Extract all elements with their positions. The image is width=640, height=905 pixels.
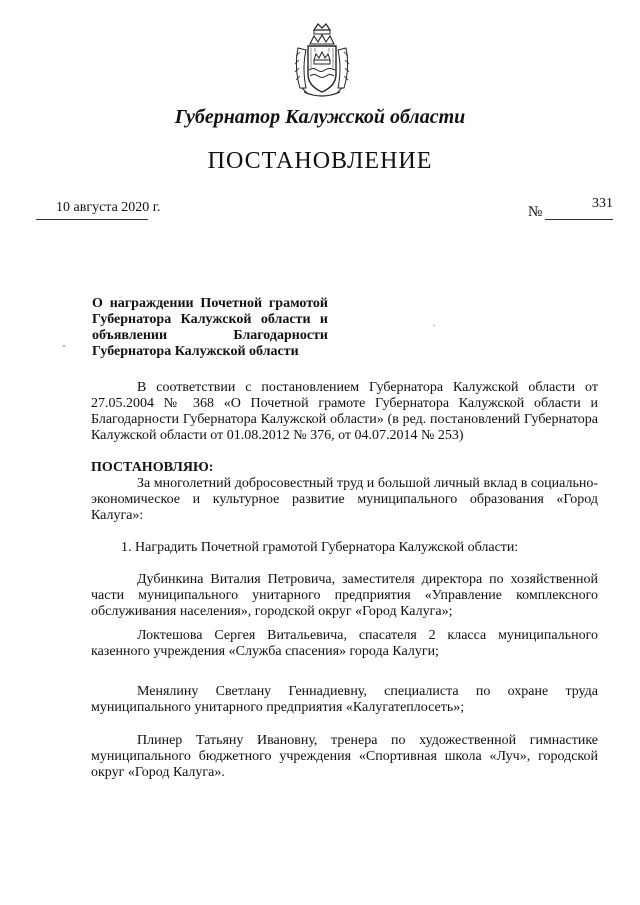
- document-number: 331: [592, 196, 613, 211]
- number-underline: [545, 219, 613, 220]
- org-title: Губернатор Калужской области: [174, 106, 466, 128]
- document-subject: О награждении Почетной грамотой Губернатора Калужской области и объявлении Благодарности Губернатора Калужской области: [92, 296, 328, 359]
- number-sign: №: [528, 204, 543, 220]
- list-item-1: 1. Наградить Почетной грамотой Губернатора Калужской области:: [121, 540, 519, 555]
- legal-basis-paragraph: В соответствии с постановлением Губернатора Калужской области от 27.05.2004 № 368 «О Почетной грамоте Губернатора Калужской области и Благодарности Губернатора Калужской области» (в ред. постановлений Губернатора Калужской области от 01.08.2012 № 376, от 04.07.2014 № 253): [91, 380, 598, 443]
- document-date: 10 августа 2020 г.: [56, 200, 161, 215]
- date-underline: [36, 219, 148, 220]
- scan-mark: -: [62, 338, 66, 352]
- awardee-paragraph: Дубинкина Виталия Петровича, заместителя директора по хозяйственной части муниципального унитарного предприятия «Управление комплексного обслуживания населения», городской округ «Город Калуга»;: [91, 572, 598, 619]
- awardee-paragraph: Плинер Татьяну Ивановну, тренера по художественной гимнастике муниципального бюджетного учреждения «Спортивная школа «Луч», городской округ «Город Калуга».: [91, 733, 598, 780]
- reason-paragraph: За многолетний добросовестный труд и большой личный вклад в социально-экономическое и культурное развитие муниципального образования «Город Калуга»:: [91, 476, 598, 523]
- document-type: ПОСТАНОВЛЕНИЕ: [207, 148, 433, 174]
- scan-dot: ·: [432, 318, 436, 332]
- kaluga-coat-of-arms-icon: [290, 22, 354, 102]
- awardee-paragraph: Локтешова Сергея Витальевича, спасателя 2 класса муниципального казенного учреждения «Служба спасения» города Калуги;: [91, 628, 598, 659]
- awardee-paragraph: Менялину Светлану Геннадиевну, специалиста по охране труда муниципального унитарного предприятия «Калугатеплосеть»;: [91, 684, 598, 715]
- resolve-heading: ПОСТАНОВЛЯЮ:: [91, 460, 214, 475]
